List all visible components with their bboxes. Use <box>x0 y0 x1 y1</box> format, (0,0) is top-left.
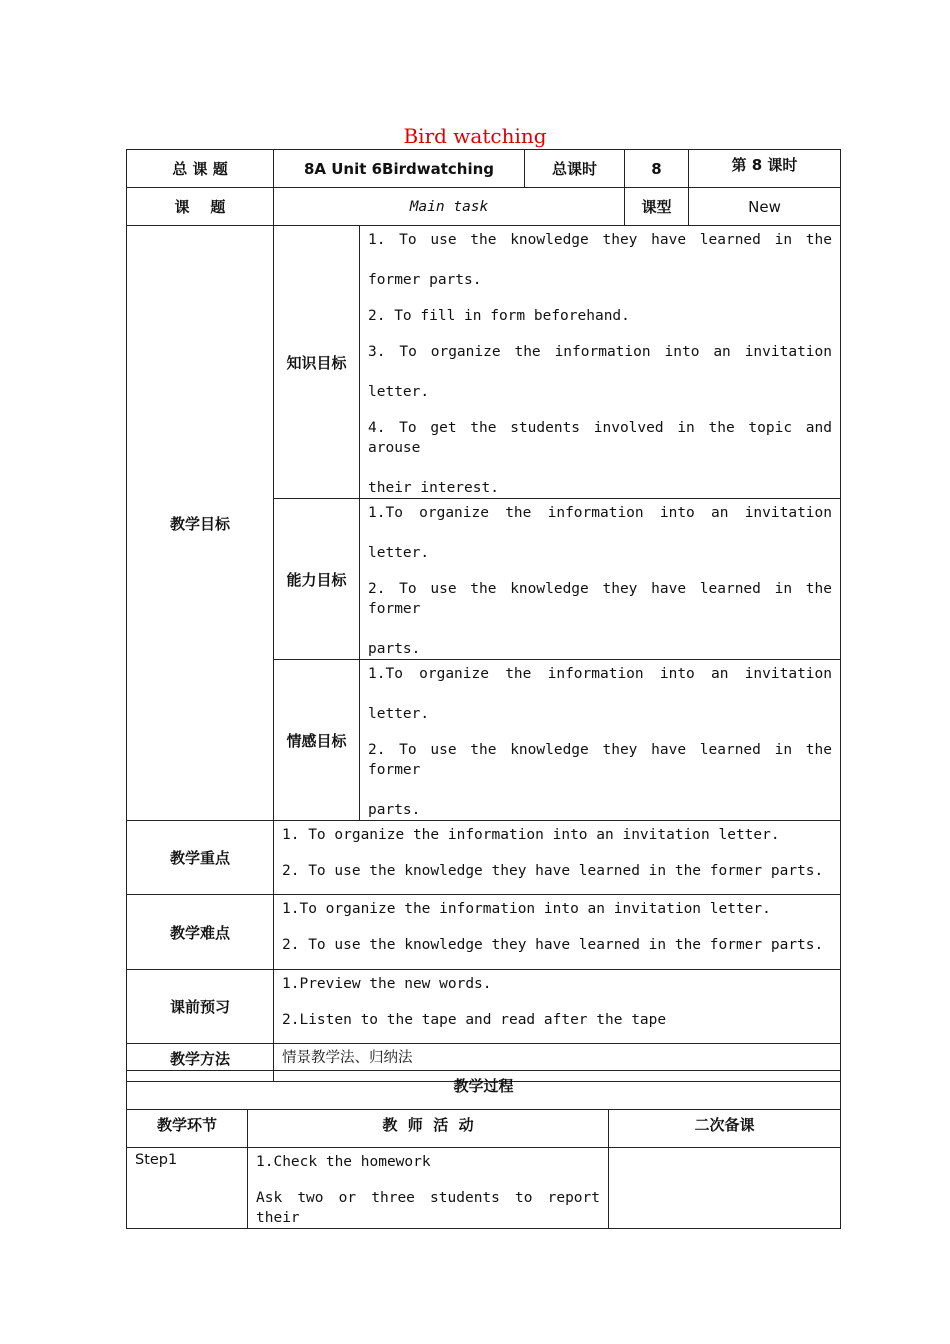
process-col-notes: 二次备课 <box>609 1110 841 1148</box>
lesson-plan-table <box>126 149 841 1082</box>
topic-label: 课 题 <box>127 188 274 226</box>
preview-label: 课前预习 <box>127 970 274 1044</box>
total-topic-value: 8A Unit 6Birdwatching <box>274 150 525 188</box>
preview-item-1: 1.Preview the new words. <box>282 976 492 992</box>
emotion-objective-label: 情感目标 <box>274 660 360 821</box>
ability-item-2-line-2: parts. <box>368 641 421 657</box>
process-notes-1 <box>609 1148 841 1229</box>
ability-item-1-line-1: 1.To organize the information into an invitation <box>368 505 832 521</box>
key-point-2: 2. To use the knowledge they have learned in the former parts. <box>282 863 824 879</box>
preview-item-2: 2.Listen to the tape and read after the tape <box>282 1012 667 1028</box>
total-topic-label: 总 课 题 <box>127 150 274 188</box>
process-col-step: 教学环节 <box>127 1110 248 1148</box>
difficult-point-1: 1.To organize the information into an invitation letter. <box>282 901 771 917</box>
emotion-item-2-line-1: 2. To use the knowledge they have learned in the former <box>368 742 832 778</box>
methods-value: 情景教学法、归纳法 <box>282 1050 413 1066</box>
period-label: 第 8 课时 <box>689 150 841 188</box>
type-label: 课型 <box>625 188 689 226</box>
methods-label: 教学方法 <box>127 1044 274 1082</box>
process-title: 教学过程 <box>127 1071 841 1110</box>
knowledge-item-3-line-1: 3. To organize the information into an invitation <box>368 344 832 360</box>
knowledge-item-1-line-2: former parts. <box>368 272 482 288</box>
topic-value: Main task <box>274 188 625 226</box>
ability-item-2-line-1: 2. To use the knowledge they have learned in the former <box>368 581 832 617</box>
process-col-teacher: 教 师 活 动 <box>248 1110 609 1148</box>
key-points-label: 教学重点 <box>127 821 274 895</box>
process-activity-line-1: 1.Check the homework <box>256 1154 431 1170</box>
emotion-item-1-line-2: letter. <box>368 706 430 722</box>
process-table <box>126 1070 841 1229</box>
difficult-point-2: 2. To use the knowledge they have learned in the former parts. <box>282 937 824 953</box>
emotion-objective-content <box>360 660 841 821</box>
knowledge-item-2-line-1: 2. To fill in form beforehand. <box>368 308 630 324</box>
preview-content <box>274 970 841 1044</box>
table-row <box>127 1148 841 1229</box>
ability-objective-content <box>360 499 841 660</box>
ability-item-1-line-2: letter. <box>368 545 430 561</box>
knowledge-item-1-line-1: 1. To use the knowledge they have learned in the <box>368 232 832 248</box>
emotion-item-1-line-1: 1.To organize the information into an invitation <box>368 666 832 682</box>
difficult-points-content <box>274 895 841 970</box>
type-value: New <box>689 188 841 226</box>
ability-objective-label: 能力目标 <box>274 499 360 660</box>
emotion-item-2-line-2: parts. <box>368 802 421 818</box>
key-points-content <box>274 821 841 895</box>
difficult-points-label: 教学难点 <box>127 895 274 970</box>
objectives-label: 教学目标 <box>127 226 274 821</box>
total-periods-label: 总课时 <box>525 150 625 188</box>
process-activity-line-2: Ask two or three students to report their <box>256 1190 600 1226</box>
process-teacher-activity-1 <box>248 1148 609 1229</box>
knowledge-item-4-line-1: 4. To get the students involved in the topic and arouse <box>368 420 832 456</box>
knowledge-item-4-line-2: their interest. <box>368 480 499 496</box>
knowledge-item-3-line-2: letter. <box>368 384 430 400</box>
total-periods-value: 8 <box>625 150 689 188</box>
knowledge-objective-label: 知识目标 <box>274 226 360 499</box>
key-point-1: 1. To organize the information into an invitation letter. <box>282 827 780 843</box>
page-title: Bird watching <box>403 124 547 148</box>
knowledge-objective-content <box>360 226 841 499</box>
process-step-1: Step1 <box>127 1148 248 1229</box>
